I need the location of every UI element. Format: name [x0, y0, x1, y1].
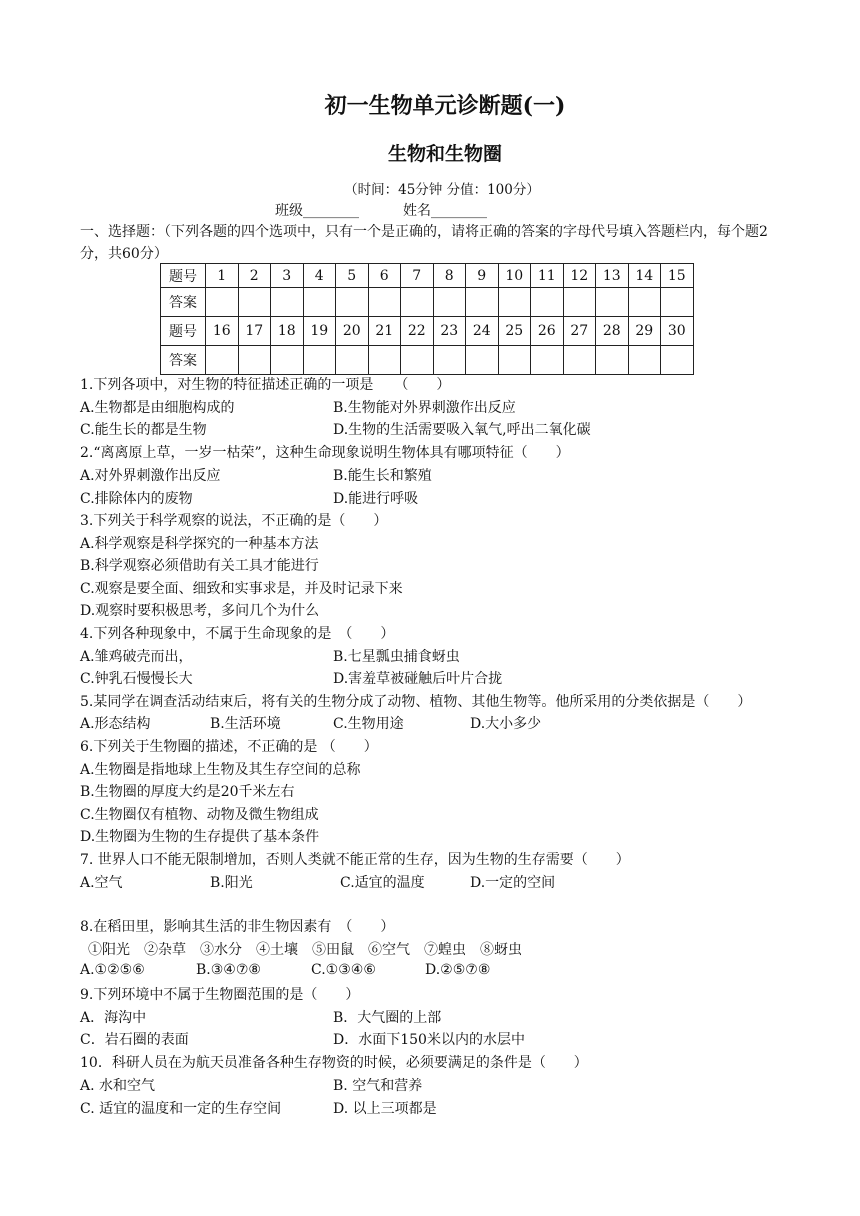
answer-cell[interactable] — [433, 288, 466, 317]
question-5-option-a: A.形态结构 — [80, 716, 151, 732]
question-3-option-d: D.观察时要积极思考，多问几个为什么 — [80, 603, 320, 619]
answer-cell[interactable] — [531, 346, 564, 375]
question-number: 30 — [661, 317, 694, 346]
question-8-stem: 8.在稻田里，影响其生活的非生物因素有 （ ） — [80, 919, 395, 935]
question-8-option-a: A.①②⑤⑥ — [80, 962, 145, 978]
question-5-option-c: C.生物用途 — [333, 716, 404, 732]
question-6-stem: 6.下列关于生物圈的描述，不正确的是 （ ） — [80, 739, 378, 755]
answer-cell[interactable] — [433, 346, 466, 375]
question-4-option-a: A.雏鸡破壳而出， — [80, 649, 193, 665]
answer-cell[interactable] — [563, 346, 596, 375]
question-4-option-d: D.害羞草被碰触后叶片合拢 — [333, 671, 503, 687]
question-9-option-a: A．海沟中 — [80, 1010, 147, 1026]
question-number: 10 — [498, 264, 531, 288]
question-3-option-b: B.科学观察必须借助有关工具才能进行 — [80, 558, 319, 574]
question-8-option-d: D.②⑤⑦⑧ — [425, 962, 491, 978]
answer-cell[interactable] — [498, 346, 531, 375]
question-5-option-d: D.大小多少 — [470, 716, 542, 732]
question-6-option-c: C.生物圈仅有植物、动物及微生物组成 — [80, 807, 319, 823]
answer-cell[interactable] — [368, 346, 401, 375]
question-number: 5 — [336, 264, 369, 288]
class-label: 班级________ — [275, 203, 359, 219]
answer-cell[interactable] — [271, 346, 304, 375]
question-2-option-b: B.能生长和繁殖 — [333, 468, 432, 484]
answer-cell[interactable] — [238, 288, 271, 317]
question-6-option-a: A.生物圈是指地球上生物及其生存空间的总称 — [80, 762, 361, 778]
question-3-option-a: A.科学观察是科学探究的一种基本方法 — [80, 536, 319, 552]
answer-cell[interactable] — [466, 346, 499, 375]
question-6-option-d: D.生物圈为生物的生存提供了基本条件 — [80, 829, 320, 845]
answer-cell[interactable] — [466, 288, 499, 317]
question-number: 3 — [271, 264, 304, 288]
question-number: 26 — [531, 317, 564, 346]
question-number: 2 — [238, 264, 271, 288]
question-4-stem: 4.下列各种现象中，不属于生命现象的是 （ ） — [80, 626, 395, 642]
question-7-option-d: D.一定的空间 — [470, 875, 556, 891]
question-number: 18 — [271, 317, 304, 346]
question-7-option-b: B.阳光 — [210, 875, 253, 891]
question-1-option-c: C.能生长的都是生物 — [80, 422, 207, 438]
question-2-stem: 2.“离离原上草，一岁一枯荣”，这种生命现象说明生物体具有哪项特征（ ） — [80, 445, 570, 461]
answer-cell[interactable] — [661, 346, 694, 375]
answer-row-2 — [161, 346, 694, 375]
answer-cell[interactable] — [401, 346, 434, 375]
answer-cell[interactable] — [498, 288, 531, 317]
question-number: 9 — [466, 264, 499, 288]
number-row-2 — [161, 317, 694, 346]
question-number: 16 — [206, 317, 239, 346]
question-number: 19 — [303, 317, 336, 346]
question-number: 6 — [368, 264, 401, 288]
question-9-option-c: C．岩石圈的表面 — [80, 1032, 189, 1048]
question-number: 4 — [303, 264, 336, 288]
question-7-option-a: A.空气 — [80, 875, 123, 891]
question-9-stem: 9.下列环境中不属于生物圈范围的是（ ） — [80, 987, 360, 1003]
number-row-1 — [161, 264, 694, 288]
question-number: 29 — [628, 317, 661, 346]
question-9-option-d: D．水面下150米以内的水层中 — [333, 1032, 525, 1048]
question-number: 7 — [401, 264, 434, 288]
question-number: 24 — [466, 317, 499, 346]
question-4-option-b: B.七星瓢虫捕食蚜虫 — [333, 649, 460, 665]
question-number: 12 — [563, 264, 596, 288]
question-number: 14 — [628, 264, 661, 288]
question-3-stem: 3.下列关于科学观察的说法，不正确的是（ ） — [80, 513, 388, 529]
answer-cell[interactable] — [531, 288, 564, 317]
answer-cell[interactable] — [303, 288, 336, 317]
document-subtitle: 生物和生物圈 — [387, 143, 502, 165]
question-2-option-a: A.对外界刺激作出反应 — [80, 468, 221, 484]
answer-table — [160, 263, 694, 375]
question-2-option-c: C.排除体内的废物 — [80, 491, 193, 507]
question-10-option-a: A. 水和空气 — [80, 1078, 156, 1094]
answer-cell[interactable] — [206, 288, 239, 317]
question-number: 17 — [238, 317, 271, 346]
question-10-stem: 10．科研人员在为航天员准备各种生存物资的时候，必须要满足的条件是（ ） — [80, 1055, 588, 1071]
question-number: 8 — [433, 264, 466, 288]
answer-cell[interactable] — [596, 288, 629, 317]
answer-cell[interactable] — [628, 346, 661, 375]
question-4-option-c: C.钟乳石慢慢长大 — [80, 671, 193, 687]
question-5-stem: 5.某同学在调查活动结束后，将有关的生物分成了动物、植物、其他生物等。他所采用的分类依据是（ ） — [80, 694, 752, 710]
question-5-option-b: B.生活环境 — [210, 716, 281, 732]
question-8-option-b: B.③④⑦⑧ — [196, 962, 261, 978]
answer-cell[interactable] — [336, 346, 369, 375]
section1-instructions: 一、选择题：（下列各题的四个选项中，只有一个是正确的，请将正确的答案的字母代号填入答题栏内，每个题2分，共60分） — [80, 224, 768, 262]
exam-meta: （时间：45分钟 分值：100分） — [344, 182, 540, 198]
document-title: 初一生物单元诊断题(一) — [324, 93, 566, 119]
question-number: 27 — [563, 317, 596, 346]
question-7-option-c: C.适宜的温度 — [340, 875, 425, 891]
question-1-option-b: B.生物能对外界刺激作出反应 — [333, 400, 516, 416]
question-10-option-b: B. 空气和营养 — [333, 1078, 423, 1094]
question-number: 25 — [498, 317, 531, 346]
answer-cell[interactable] — [238, 346, 271, 375]
question-1-option-d: D.生物的生活需要吸入氧气,呼出二氧化碳 — [333, 422, 591, 438]
name-label: 姓名________ — [403, 203, 487, 219]
question-number: 13 — [596, 264, 629, 288]
question-number: 1 — [206, 264, 239, 288]
question-number: 20 — [336, 317, 369, 346]
answer-cell[interactable] — [368, 288, 401, 317]
answer-cell[interactable] — [661, 288, 694, 317]
question-number: 11 — [531, 264, 564, 288]
question-10-option-c: C. 适宜的温度和一定的生存空间 — [80, 1101, 282, 1117]
answer-row-1 — [161, 288, 694, 317]
question-3-option-c: C.观察是要全面、细致和实事求是，并及时记录下来 — [80, 581, 403, 597]
answer-cell[interactable] — [303, 346, 336, 375]
answer-cell[interactable] — [563, 288, 596, 317]
question-number: 23 — [433, 317, 466, 346]
question-1-option-a: A.生物都是由细胞构成的 — [80, 400, 235, 416]
question-2-option-d: D.能进行呼吸 — [333, 491, 419, 507]
question-number: 21 — [368, 317, 401, 346]
question-number: 28 — [596, 317, 629, 346]
answer-cell[interactable] — [336, 288, 369, 317]
question-number: 15 — [661, 264, 694, 288]
row-header: 题号 — [161, 264, 206, 288]
answer-header: 答案 — [161, 288, 206, 317]
question-number: 22 — [401, 317, 434, 346]
question-8-items: ①阳光 ②杂草 ③水分 ④土壤 ⑤田鼠 ⑥空气 ⑦蝗虫 ⑧蚜虫 — [88, 942, 522, 958]
question-10-option-d: D. 以上三项都是 — [333, 1101, 437, 1117]
answer-cell[interactable] — [401, 288, 434, 317]
question-8-option-c: C.①③④⑥ — [311, 962, 376, 978]
answer-cell[interactable] — [206, 346, 239, 375]
question-1-stem: 1.下列各项中，对生物的特征描述正确的一项是 （ ） — [80, 377, 451, 393]
answer-cell[interactable] — [628, 288, 661, 317]
question-9-option-b: B．大气圈的上部 — [333, 1010, 442, 1026]
answer-header: 答案 — [161, 346, 206, 375]
answer-cell[interactable] — [596, 346, 629, 375]
answer-cell[interactable] — [271, 288, 304, 317]
row-header: 题号 — [161, 317, 206, 346]
question-6-option-b: B.生物圈的厚度大约是20千米左右 — [80, 784, 295, 800]
question-7-stem: 7. 世界人口不能无限制增加，否则人类就不能正常的生存，因为生物的生存需要（ ） — [80, 852, 630, 868]
